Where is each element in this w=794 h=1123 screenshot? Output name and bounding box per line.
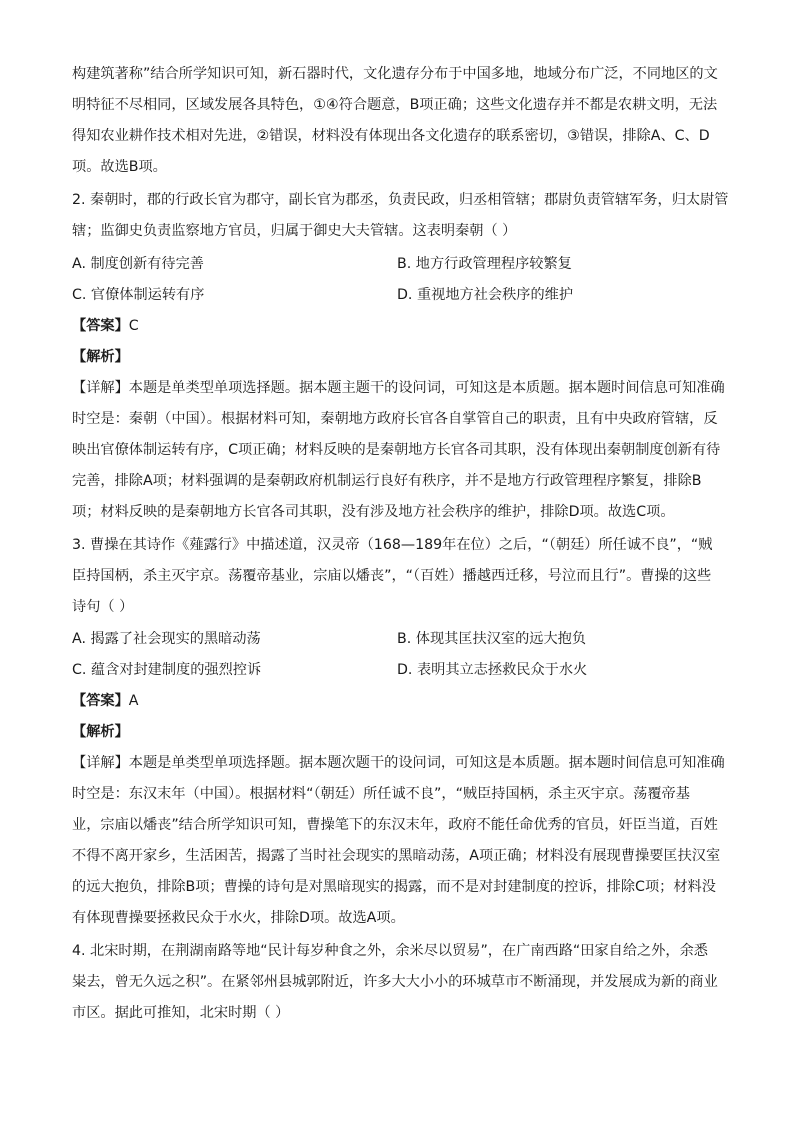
q3-detail-line-4: 不得不离开家乡，生活困苦，揭露了当时社会现实的黑暗动荡，A项正确；材料没有展现曹操要匡扶汉室 bbox=[72, 848, 721, 864]
q2-stem-line-1: 2. 秦朝时，郡的行政长官为郡守，副长官为郡丞，负责民政，归丞相管辖；郡尉负责管辖军务，归太尉管 bbox=[72, 192, 729, 208]
q3-detail-line-5: 的远大抱负，排除B项；曹操的诗句是对黑暗现实的揭露，而不是对封建制度的控诉，排除C项；材料没 bbox=[72, 879, 716, 895]
q2-detail-line-4: 完善，排除A项；材料强调的是秦朝政府机制运行良好有秩序，并不是地方行政管理程序繁复，排除B bbox=[72, 473, 702, 489]
q3-stem-line-1: 3. 曹操在其诗作《薤露行》中描述道，汉灵帝（168—189年在位）之后，“（朝廷）所任诚不良”，“贼 bbox=[72, 537, 713, 553]
q3-detail-line-1: 【详解】本题是单类型单项选择题。据本题次题干的设问词，可知这是本质题。据本题时间信息可知准确 bbox=[72, 755, 725, 771]
q3-detail-line-3: 业，宗庙以燔丧”结合所学知识可知，曹操笔下的东汉末年，政府不能任命优秀的官员，奸臣当道，百姓 bbox=[72, 817, 718, 833]
q3-option-d: D. 表明其立志拯救民众于水火 bbox=[397, 662, 588, 678]
q3-stem-line-2: 臣持国柄，杀主灭宇京。荡覆帝基业，宗庙以燔丧”，“（百姓）播越西迁移，号泣而且行”。曹操的这些 bbox=[72, 568, 712, 584]
q2-detail-line-3: 映出官僚体制运转有序，C项正确；材料反映的是秦朝地方长官各司其职，没有体现出秦朝制度创新有待 bbox=[72, 442, 721, 458]
q2-analysis-label: 【解析】 bbox=[72, 349, 129, 365]
q3-analysis-label: 【解析】 bbox=[72, 724, 129, 740]
q2-option-a: A. 制度创新有待完善 bbox=[72, 256, 204, 272]
q3-answer-value: A bbox=[128, 693, 139, 709]
q4-stem-line-3: 市区。据此可推知，北宋时期（ ） bbox=[72, 1005, 290, 1021]
q2-option-d: D. 重视地方社会秩序的维护 bbox=[397, 287, 574, 303]
q2-detail-line-5: 项；材料反映的是秦朝地方长官各司其职，没有涉及地方社会秩序的维护，排除D项。故选C项。 bbox=[72, 504, 675, 520]
q3-option-a: A. 揭露了社会现实的黑暗动荡 bbox=[72, 631, 261, 647]
q2-answer-label: 【答案】 bbox=[72, 318, 129, 334]
q3-answer bbox=[72, 691, 138, 711]
q3-option-c: C. 蕴含对封建制度的强烈控诉 bbox=[72, 662, 262, 678]
q3-detail-line-2: 时空是：东汉末年（中国）。根据材料“（朝廷）所任诚不良”，“贼臣持国柄，杀主灭宇京。荡覆帝基 bbox=[72, 786, 690, 802]
q2-detail-line-2: 时空是：秦朝（中国）。根据材料可知，秦朝地方政府长官各自掌管自己的职责，且有中央政府管辖，反 bbox=[72, 411, 718, 427]
q3-detail-line-6: 有体现曹操要拯救民众于水火，排除D项。故选A项。 bbox=[72, 910, 405, 926]
q2-option-c: C. 官僚体制运转有序 bbox=[72, 287, 205, 303]
q3-option-b: B. 体现其匡扶汉室的远大抱负 bbox=[397, 631, 587, 647]
q1-analysis-line-2: 明特征不尽相同，区域发展各具特色，①④符合题意，B项正确；这些文化遗存并不都是农耕文明，无法 bbox=[72, 97, 718, 113]
q2-stem-line-2: 辖；监御史负责监察地方官员，归属于御史大夫管辖。这表明秦朝（ ） bbox=[72, 223, 517, 239]
q1-analysis-line-4: 项。故选B项。 bbox=[72, 159, 167, 175]
q2-answer-value: C bbox=[128, 318, 139, 334]
q1-analysis-line-1: 构建筑著称”结合所学知识可知，新石器时代，文化遗存分布于中国多地，地域分布广泛，不同地区的文 bbox=[72, 66, 718, 82]
q1-analysis-line-3: 得知农业耕作技术相对先进，②错误，材料没有体现出各文化遗存的联系密切，③错误，排除A、C、D bbox=[72, 128, 710, 144]
q4-stem-line-2: 粜去，曾无久远之积”。在紧邻州县城郭附近，许多大大小小的环城草市不断涌现，并发展成为新的商业 bbox=[72, 974, 718, 990]
q3-stem-line-3: 诗句（ ） bbox=[72, 599, 134, 615]
q3-answer-label: 【答案】 bbox=[72, 693, 129, 709]
q2-detail-line-1: 【详解】本题是单类型单项选择题。据本题主题干的设问词，可知这是本质题。据本题时间信息可知准确 bbox=[72, 380, 725, 396]
q4-stem-line-1: 4. 北宋时期，在荆湖南路等地“民计每岁种食之外，余米尽以贸易”，在广南西路“田家自给之外，余悉 bbox=[72, 943, 708, 959]
q2-option-b: B. 地方行政管理程序较繁复 bbox=[397, 256, 572, 272]
q2-answer bbox=[72, 316, 139, 336]
